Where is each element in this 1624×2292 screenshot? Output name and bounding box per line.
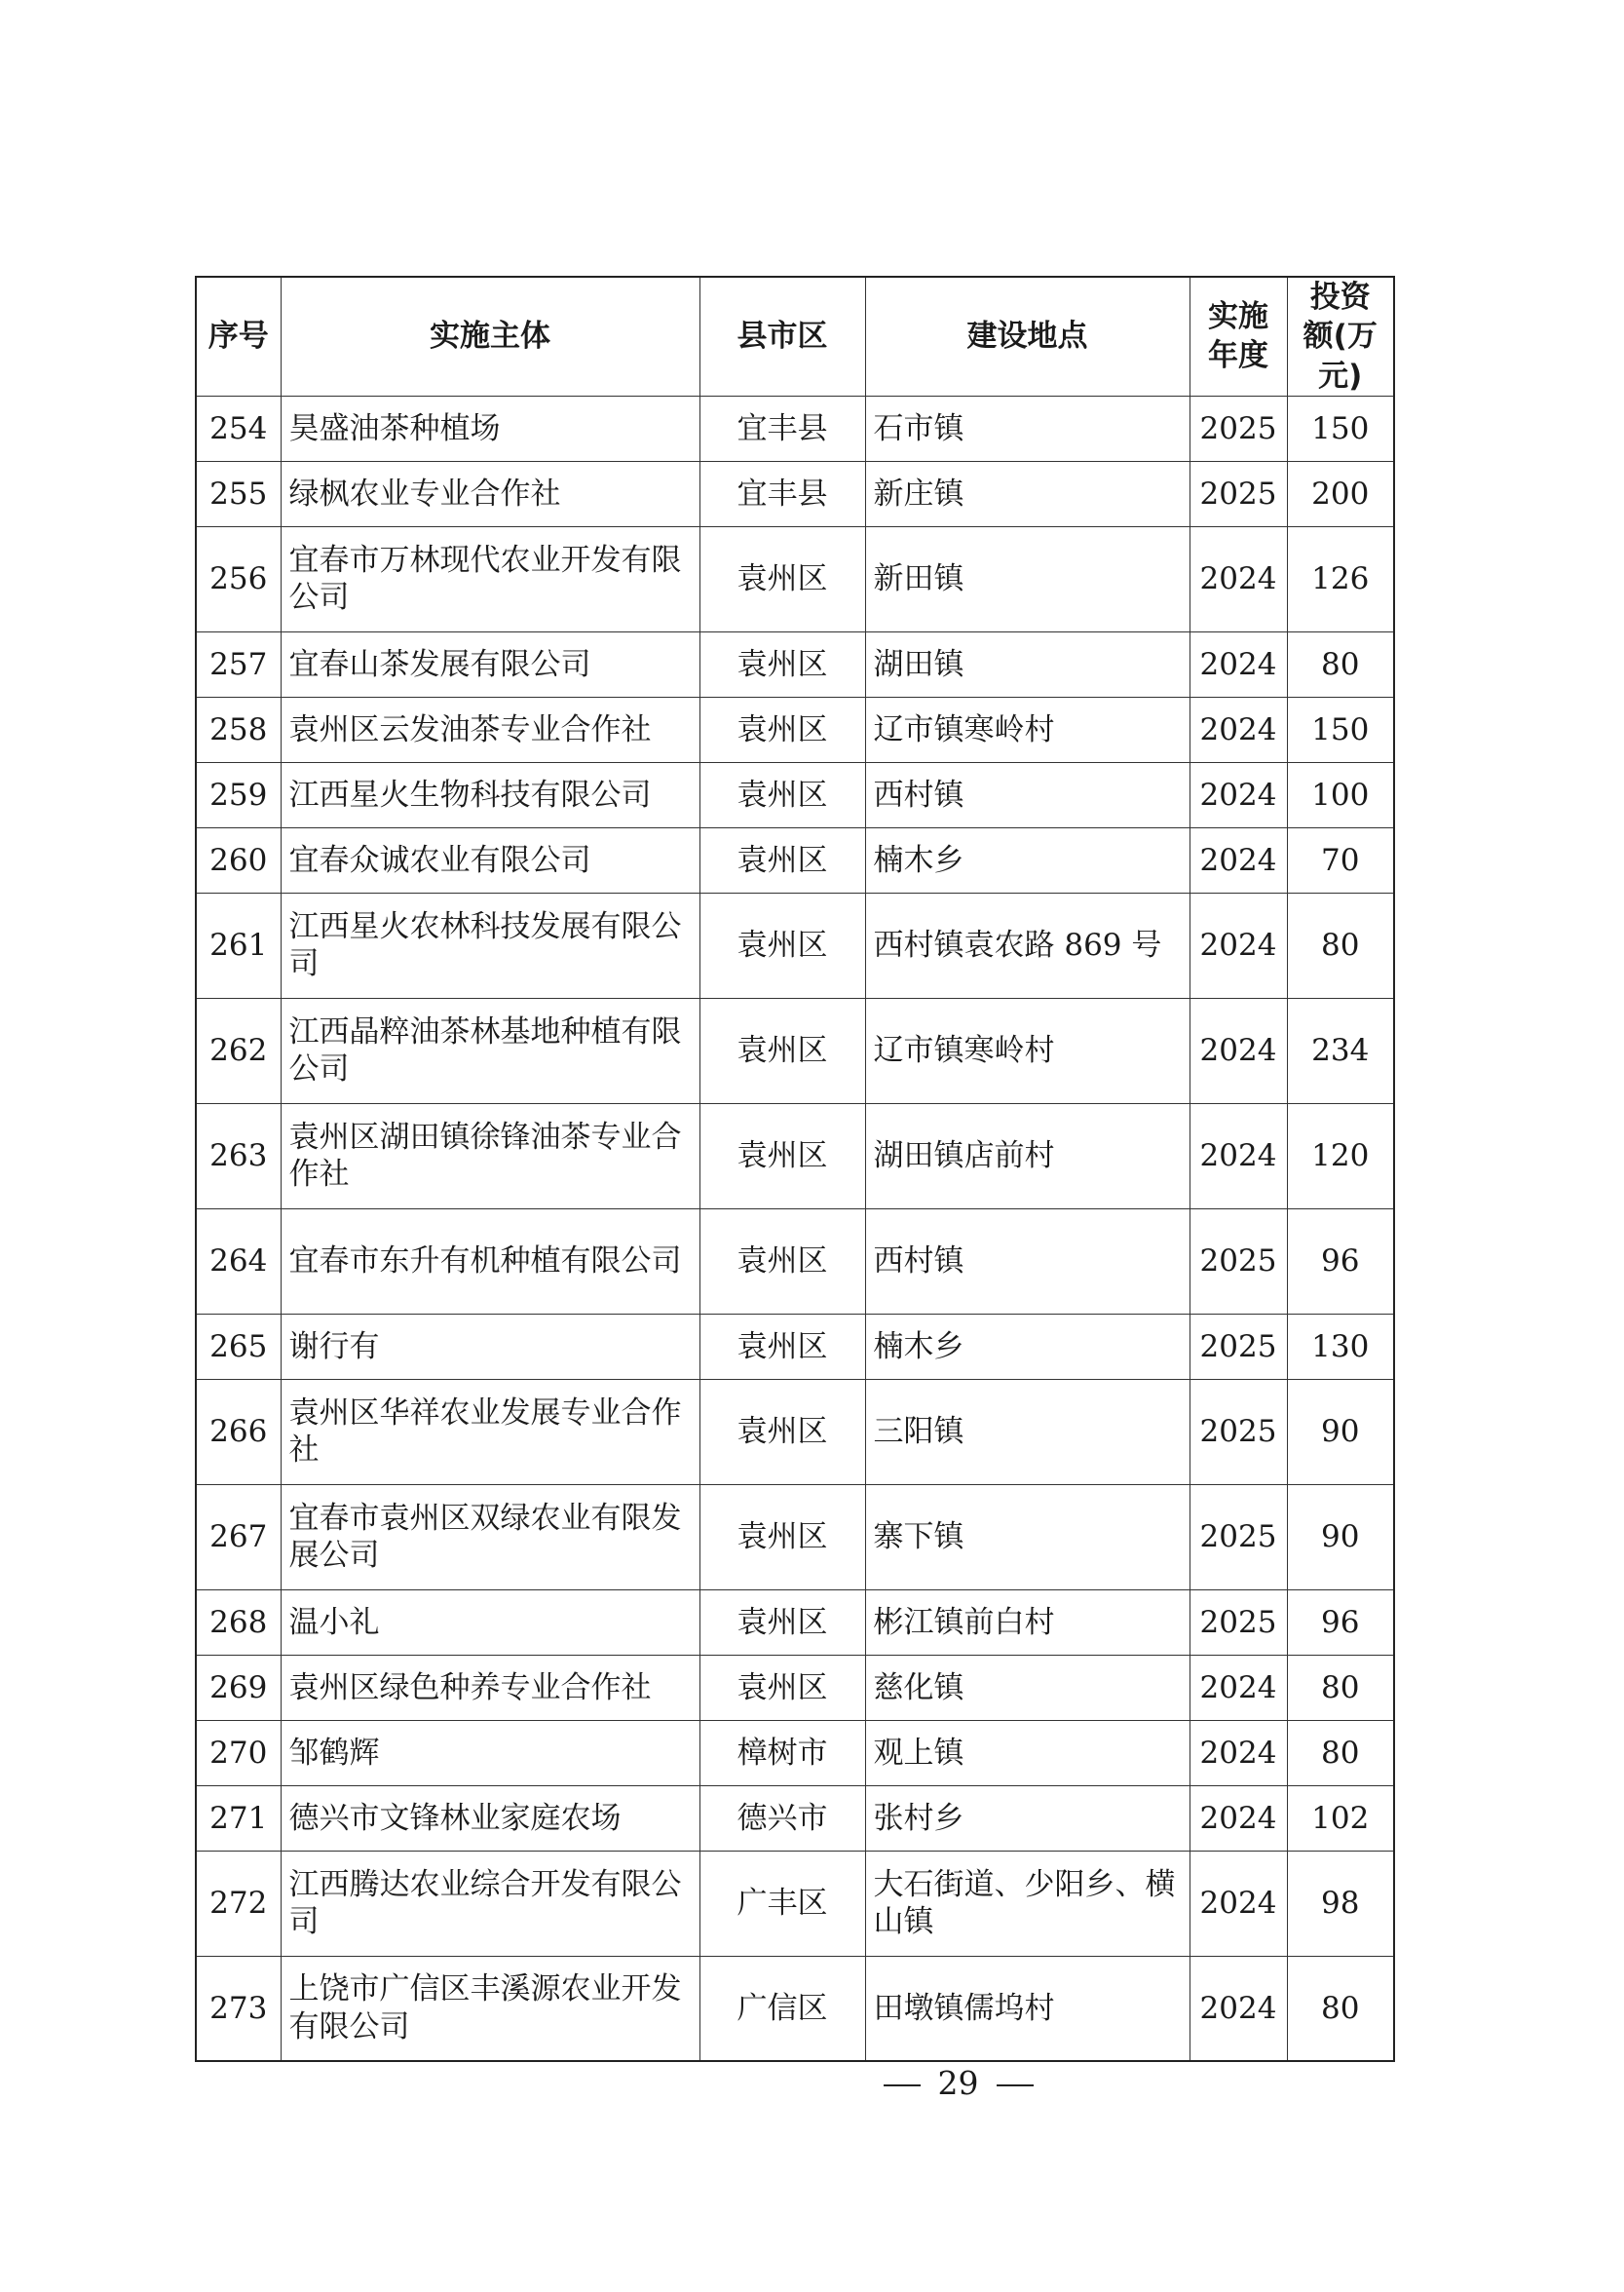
table-row (196, 827, 1394, 893)
cell-amount: 90 (1287, 1484, 1394, 1589)
cell-entity: 宜春市袁州区双绿农业有限发展公司 (281, 1484, 699, 1589)
cell-county: 袁州区 (699, 697, 865, 762)
cell-amount: 80 (1287, 631, 1394, 697)
cell-county: 袁州区 (699, 1589, 865, 1655)
cell-amount: 150 (1287, 396, 1394, 461)
table-row (196, 1851, 1394, 1956)
table-row (196, 396, 1394, 461)
cell-year: 2024 (1190, 526, 1287, 631)
table-row (196, 762, 1394, 827)
cell-entity: 昊盛油茶种植场 (281, 396, 699, 461)
cell-amount: 120 (1287, 1103, 1394, 1208)
cell-county: 袁州区 (699, 827, 865, 893)
cell-entity: 温小礼 (281, 1589, 699, 1655)
cell-entity: 江西晶粹油茶林基地种植有限公司 (281, 998, 699, 1103)
page-number-dash-right (997, 2084, 1034, 2086)
cell-seq: 256 (196, 526, 281, 631)
cell-seq: 263 (196, 1103, 281, 1208)
project-table (195, 276, 1395, 2062)
cell-location: 湖田镇 (865, 631, 1190, 697)
cell-location: 彬江镇前白村 (865, 1589, 1190, 1655)
cell-entity: 袁州区云发油茶专业合作社 (281, 697, 699, 762)
cell-seq: 270 (196, 1720, 281, 1785)
cell-seq: 273 (196, 1956, 281, 2061)
cell-location: 新田镇 (865, 526, 1190, 631)
cell-amount: 100 (1287, 762, 1394, 827)
cell-amount: 96 (1287, 1208, 1394, 1314)
table-row (196, 893, 1394, 998)
table-row (196, 697, 1394, 762)
cell-county: 袁州区 (699, 1314, 865, 1379)
cell-location: 楠木乡 (865, 1314, 1190, 1379)
cell-seq: 260 (196, 827, 281, 893)
cell-location: 西村镇袁农路 869 号 (865, 893, 1190, 998)
cell-county: 袁州区 (699, 1655, 865, 1720)
cell-seq: 262 (196, 998, 281, 1103)
cell-entity: 谢行有 (281, 1314, 699, 1379)
cell-entity: 江西星火生物科技有限公司 (281, 762, 699, 827)
cell-seq: 265 (196, 1314, 281, 1379)
cell-seq: 257 (196, 631, 281, 697)
table-row (196, 1379, 1394, 1484)
table-row (196, 1655, 1394, 1720)
table-row (196, 1720, 1394, 1785)
cell-year: 2024 (1190, 1785, 1287, 1851)
cell-entity: 宜春市万林现代农业开发有限公司 (281, 526, 699, 631)
cell-year: 2024 (1190, 998, 1287, 1103)
table-row (196, 1956, 1394, 2061)
cell-county: 袁州区 (699, 1103, 865, 1208)
page-number (0, 2064, 1624, 2102)
header-location: 建设地点 (865, 277, 1190, 396)
cell-location: 湖田镇店前村 (865, 1103, 1190, 1208)
cell-amount: 150 (1287, 697, 1394, 762)
cell-county: 袁州区 (699, 893, 865, 998)
cell-county: 袁州区 (699, 526, 865, 631)
cell-county: 樟树市 (699, 1720, 865, 1785)
table-row (196, 1484, 1394, 1589)
cell-location: 西村镇 (865, 762, 1190, 827)
cell-amount: 102 (1287, 1785, 1394, 1851)
cell-seq: 258 (196, 697, 281, 762)
cell-entity: 宜春市东升有机种植有限公司 (281, 1208, 699, 1314)
table-row (196, 1589, 1394, 1655)
cell-seq: 254 (196, 396, 281, 461)
table-row (196, 998, 1394, 1103)
header-county: 县市区 (699, 277, 865, 396)
cell-amount: 90 (1287, 1379, 1394, 1484)
cell-entity: 江西腾达农业综合开发有限公司 (281, 1851, 699, 1956)
cell-county: 袁州区 (699, 998, 865, 1103)
cell-seq: 268 (196, 1589, 281, 1655)
cell-location: 三阳镇 (865, 1379, 1190, 1484)
cell-entity: 袁州区绿色种养专业合作社 (281, 1655, 699, 1720)
cell-amount: 80 (1287, 893, 1394, 998)
cell-county: 袁州区 (699, 1379, 865, 1484)
cell-seq: 264 (196, 1208, 281, 1314)
cell-location: 张村乡 (865, 1785, 1190, 1851)
cell-seq: 267 (196, 1484, 281, 1589)
cell-year: 2024 (1190, 762, 1287, 827)
cell-year: 2024 (1190, 631, 1287, 697)
cell-year: 2024 (1190, 1720, 1287, 1785)
cell-year: 2025 (1190, 461, 1287, 526)
cell-year: 2024 (1190, 827, 1287, 893)
cell-location: 寨下镇 (865, 1484, 1190, 1589)
cell-entity: 宜春山茶发展有限公司 (281, 631, 699, 697)
cell-amount: 80 (1287, 1720, 1394, 1785)
page-number-dash-left (884, 2084, 921, 2086)
table-row (196, 1208, 1394, 1314)
cell-location: 大石街道、少阳乡、横山镇 (865, 1851, 1190, 1956)
cell-amount: 234 (1287, 998, 1394, 1103)
cell-entity: 德兴市文锋林业家庭农场 (281, 1785, 699, 1851)
cell-seq: 266 (196, 1379, 281, 1484)
cell-seq: 261 (196, 893, 281, 998)
cell-county: 袁州区 (699, 1208, 865, 1314)
table-row (196, 1314, 1394, 1379)
cell-entity: 上饶市广信区丰溪源农业开发有限公司 (281, 1956, 699, 2061)
cell-year: 2024 (1190, 1655, 1287, 1720)
cell-year: 2025 (1190, 1589, 1287, 1655)
cell-year: 2025 (1190, 1314, 1287, 1379)
cell-county: 宜丰县 (699, 396, 865, 461)
cell-county: 德兴市 (699, 1785, 865, 1851)
cell-year: 2025 (1190, 1379, 1287, 1484)
cell-year: 2024 (1190, 893, 1287, 998)
cell-year: 2025 (1190, 396, 1287, 461)
cell-seq: 272 (196, 1851, 281, 1956)
cell-location: 西村镇 (865, 1208, 1190, 1314)
cell-year: 2025 (1190, 1208, 1287, 1314)
table-row (196, 526, 1394, 631)
table-row (196, 1103, 1394, 1208)
table-row (196, 461, 1394, 526)
cell-location: 田墩镇儒坞村 (865, 1956, 1190, 2061)
page-number-text: 29 (937, 2064, 979, 2102)
cell-entity: 绿枫农业专业合作社 (281, 461, 699, 526)
cell-entity: 袁州区华祥农业发展专业合作社 (281, 1379, 699, 1484)
cell-county: 广信区 (699, 1956, 865, 2061)
cell-seq: 269 (196, 1655, 281, 1720)
cell-location: 慈化镇 (865, 1655, 1190, 1720)
cell-amount: 96 (1287, 1589, 1394, 1655)
cell-county: 袁州区 (699, 762, 865, 827)
cell-year: 2024 (1190, 1851, 1287, 1956)
cell-location: 新庄镇 (865, 461, 1190, 526)
cell-year: 2024 (1190, 1956, 1287, 2061)
cell-location: 石市镇 (865, 396, 1190, 461)
cell-year: 2024 (1190, 697, 1287, 762)
header-row (196, 277, 1394, 396)
cell-entity: 宜春众诚农业有限公司 (281, 827, 699, 893)
cell-county: 袁州区 (699, 1484, 865, 1589)
cell-entity: 袁州区湖田镇徐锋油茶专业合作社 (281, 1103, 699, 1208)
cell-year: 2025 (1190, 1484, 1287, 1589)
header-seq: 序号 (196, 277, 281, 396)
cell-amount: 80 (1287, 1956, 1394, 2061)
cell-location: 观上镇 (865, 1720, 1190, 1785)
cell-county: 宜丰县 (699, 461, 865, 526)
cell-amount: 70 (1287, 827, 1394, 893)
header-amount: 投资额(万元) (1287, 277, 1394, 396)
header-entity: 实施主体 (281, 277, 699, 396)
cell-amount: 200 (1287, 461, 1394, 526)
cell-seq: 259 (196, 762, 281, 827)
cell-year: 2024 (1190, 1103, 1287, 1208)
cell-amount: 126 (1287, 526, 1394, 631)
header-year: 实施年度 (1190, 277, 1287, 396)
cell-amount: 130 (1287, 1314, 1394, 1379)
cell-amount: 98 (1287, 1851, 1394, 1956)
cell-location: 辽市镇寒岭村 (865, 697, 1190, 762)
cell-amount: 80 (1287, 1655, 1394, 1720)
table-row (196, 1785, 1394, 1851)
table-row (196, 631, 1394, 697)
cell-entity: 邹鹤辉 (281, 1720, 699, 1785)
cell-location: 楠木乡 (865, 827, 1190, 893)
cell-entity: 江西星火农林科技发展有限公司 (281, 893, 699, 998)
cell-location: 辽市镇寒岭村 (865, 998, 1190, 1103)
cell-seq: 255 (196, 461, 281, 526)
cell-seq: 271 (196, 1785, 281, 1851)
cell-county: 广丰区 (699, 1851, 865, 1956)
cell-county: 袁州区 (699, 631, 865, 697)
